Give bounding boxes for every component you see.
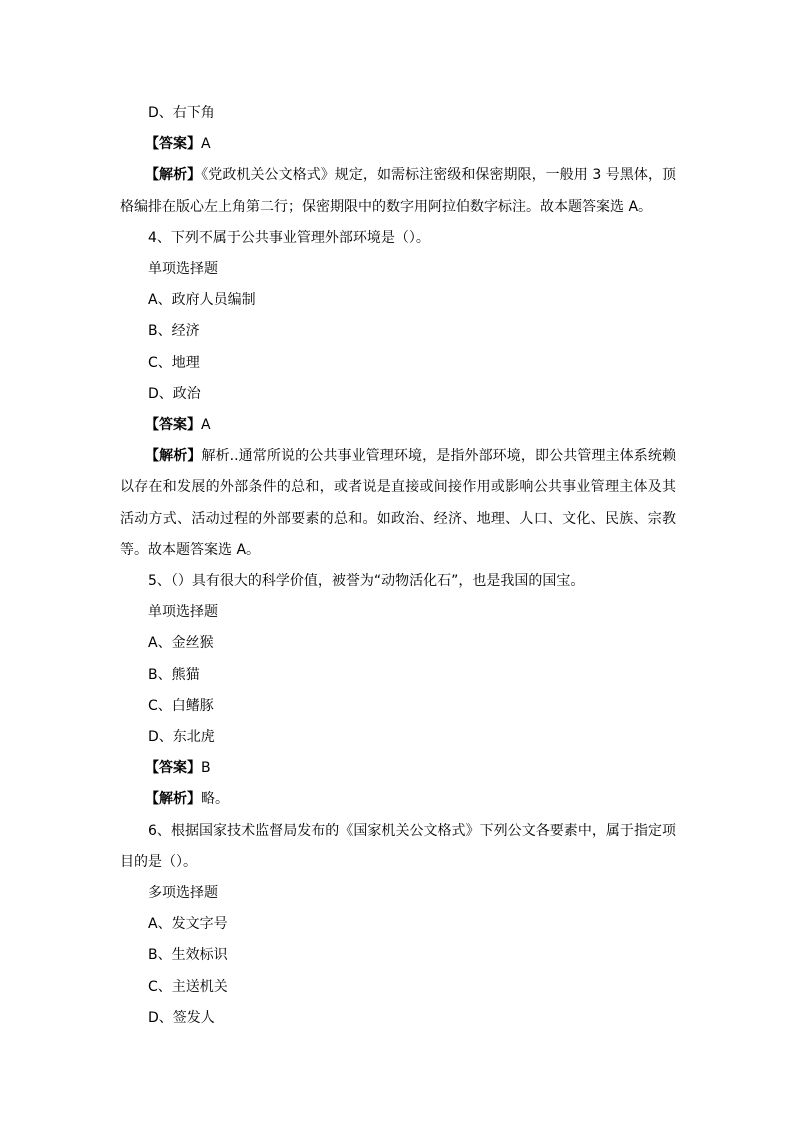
question-type: 单项选择题 (148, 261, 218, 278)
answer-label: 【答案】 (145, 417, 201, 434)
analysis-label: 【解析】 (145, 448, 202, 465)
answer-value: A (201, 136, 211, 153)
question-type: 多项选择题 (148, 885, 218, 902)
analysis-paragraph (120, 441, 676, 566)
option-text: D、东北虎 (148, 729, 215, 746)
analysis-text: 略。 (201, 791, 229, 808)
question-text: 5、（）具有很大的科学价值，被誉为“动物活化石”，也是我国的国宝。 (148, 573, 585, 590)
analysis-label: 【解析】 (145, 167, 202, 184)
option-text: D、政治 (148, 385, 201, 402)
answer-label: 【答案】 (145, 136, 201, 153)
analysis-text: 《党政机关公文格式》规定，如需标注密级和保密期限，一般用 3 号黑体，顶格编排在版心左上角第二行；保密期限中的数字用阿拉伯数字标注。故本题答案选 A。 (120, 167, 676, 215)
option-text: B、生效标识 (148, 947, 228, 964)
answer-line (120, 410, 676, 441)
option-text: C、白鳍豚 (148, 697, 214, 714)
answer-value: A (201, 417, 211, 434)
question-text: 6、根据国家技术监督局发布的《国家机关公文格式》下列公文各要素中，属于指定项目的是（）。 (120, 822, 676, 870)
analysis-text: 解析..通常所说的公共事业管理环境，是指外部环境，即公共管理主体系统赖以存在和发展的外部条件的总和，或者说是直接或间接作用或影响公共事业管理主体及其活动方式、活动过程的外部要素的总和。如政治、经济、地理、人口、文化、民族、宗教等。故本题答案选 A。 (120, 448, 677, 558)
answer-label: 【答案】 (145, 760, 201, 777)
analysis-paragraph (120, 160, 676, 222)
answer-value: B (201, 760, 211, 777)
question-text: 4、下列不属于公共事业管理外部环境是（）。 (148, 229, 430, 246)
option-text: A、金丝猴 (148, 635, 214, 652)
option-text: D、右下角 (148, 105, 215, 121)
analysis-label: 【解析】 (145, 791, 201, 808)
document-page (120, 98, 676, 1034)
option-text: B、经济 (148, 323, 200, 340)
option-text: D、签发人 (148, 1009, 215, 1026)
option-text: C、主送机关 (148, 978, 228, 995)
option-text: B、熊猫 (148, 666, 200, 683)
option-text: A、政府人员编制 (148, 292, 256, 309)
answer-line (120, 753, 676, 784)
answer-line (120, 129, 676, 160)
analysis-paragraph (120, 784, 676, 815)
option-text: A、发文字号 (148, 916, 228, 933)
question-type: 单项选择题 (148, 604, 218, 621)
option-text: C、地理 (148, 354, 200, 371)
